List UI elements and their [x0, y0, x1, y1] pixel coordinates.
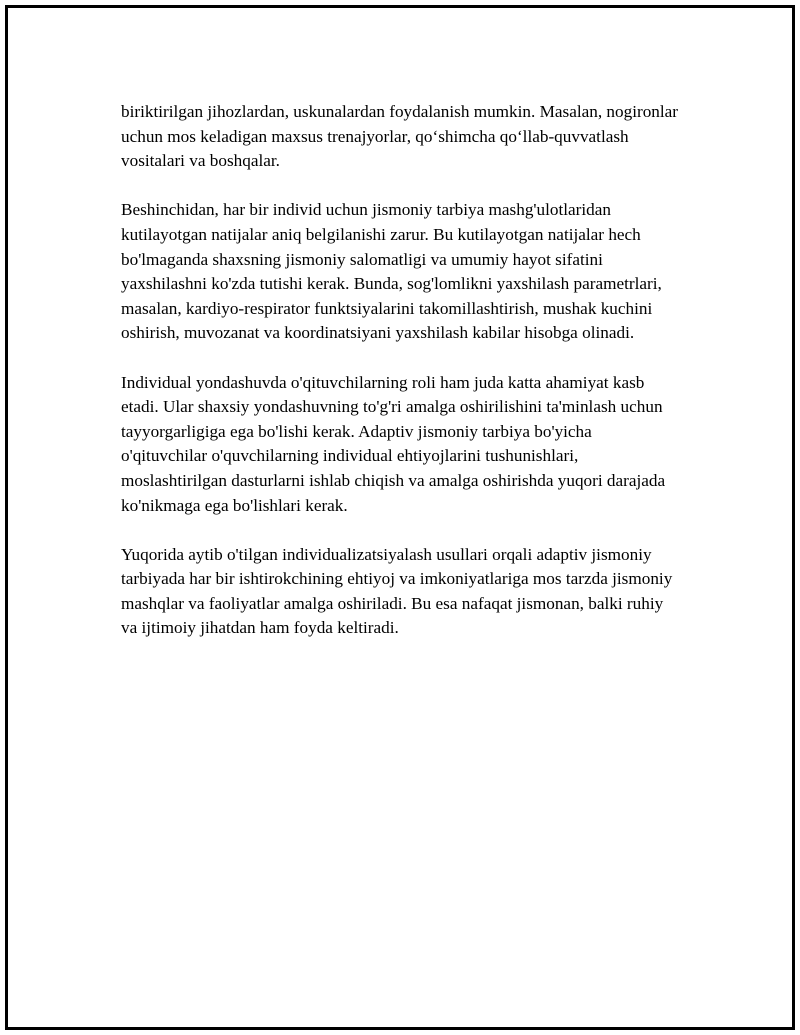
- paragraph-teacher-role: Individual yondashuvda o'qituvchilarning roli ham juda katta ahamiyat kasb etadi. Ular shaxsiy yondashuvning to'g'ri amalga oshirilishini ta'minlash uchun tayyorgarligiga ega bo'lishi kerak. Adaptiv jismoniy tarbiya bo'yicha o'qituvchilar o'quvchilarning individual ehtiyojlarini tushunishlari, moslashtirilgan dasturlarni ishlab chiqish va amalga oshirishda yuqori darajada ko'nikmaga ega bo'lishlari kerak.: [121, 372, 666, 515]
- paragraph-equipment: biriktirilgan jihozlardan, uskunalardan foydalanish mumkin. Masalan, nogironlar uchun mos keladigan maxsus trenajyorlar, qo‘shimcha qo‘llab-quvvatlash vositalari va boshqalar.: [121, 102, 679, 171]
- paragraph-conclusion: Yuqorida aytib o'tilgan individualizatsiyalash usullari orqali adaptiv jismoniy tarbiyada har bir ishtirokchining ehtiyoj va imkoniyatlariga mos tarzda jismoniy mashqlar va faoliyatlar amalga oshiriladi. Bu esa nafaqat jismonan, balki ruhiy va ijtimoiy jihatdan ham foyda keltiradi.: [121, 544, 673, 638]
- page-frame: [5, 5, 795, 1030]
- page-body: [121, 100, 681, 666]
- paragraph-expected-results: Beshinchidan, har bir individ uchun jismoniy tarbiya mashg'ulotlaridan kutilayotgan natijalar aniq belgilanishi zarur. Bu kutilayotgan natijalar hech bo'lmaganda shaxsning jismoniy salomatligi va umumiy hayot sifatini yaxshilashni ko'zda tutishi kerak. Bunda, sog'lomlikni yaxshilash parametrlari, masalan, kardiyo-respirator funktsiyalarini takomillashtirish, mushak kuchini oshirish, muvozanat va koordinatsiyani yaxshilash kabilar hisobga olinadi.: [121, 200, 662, 343]
